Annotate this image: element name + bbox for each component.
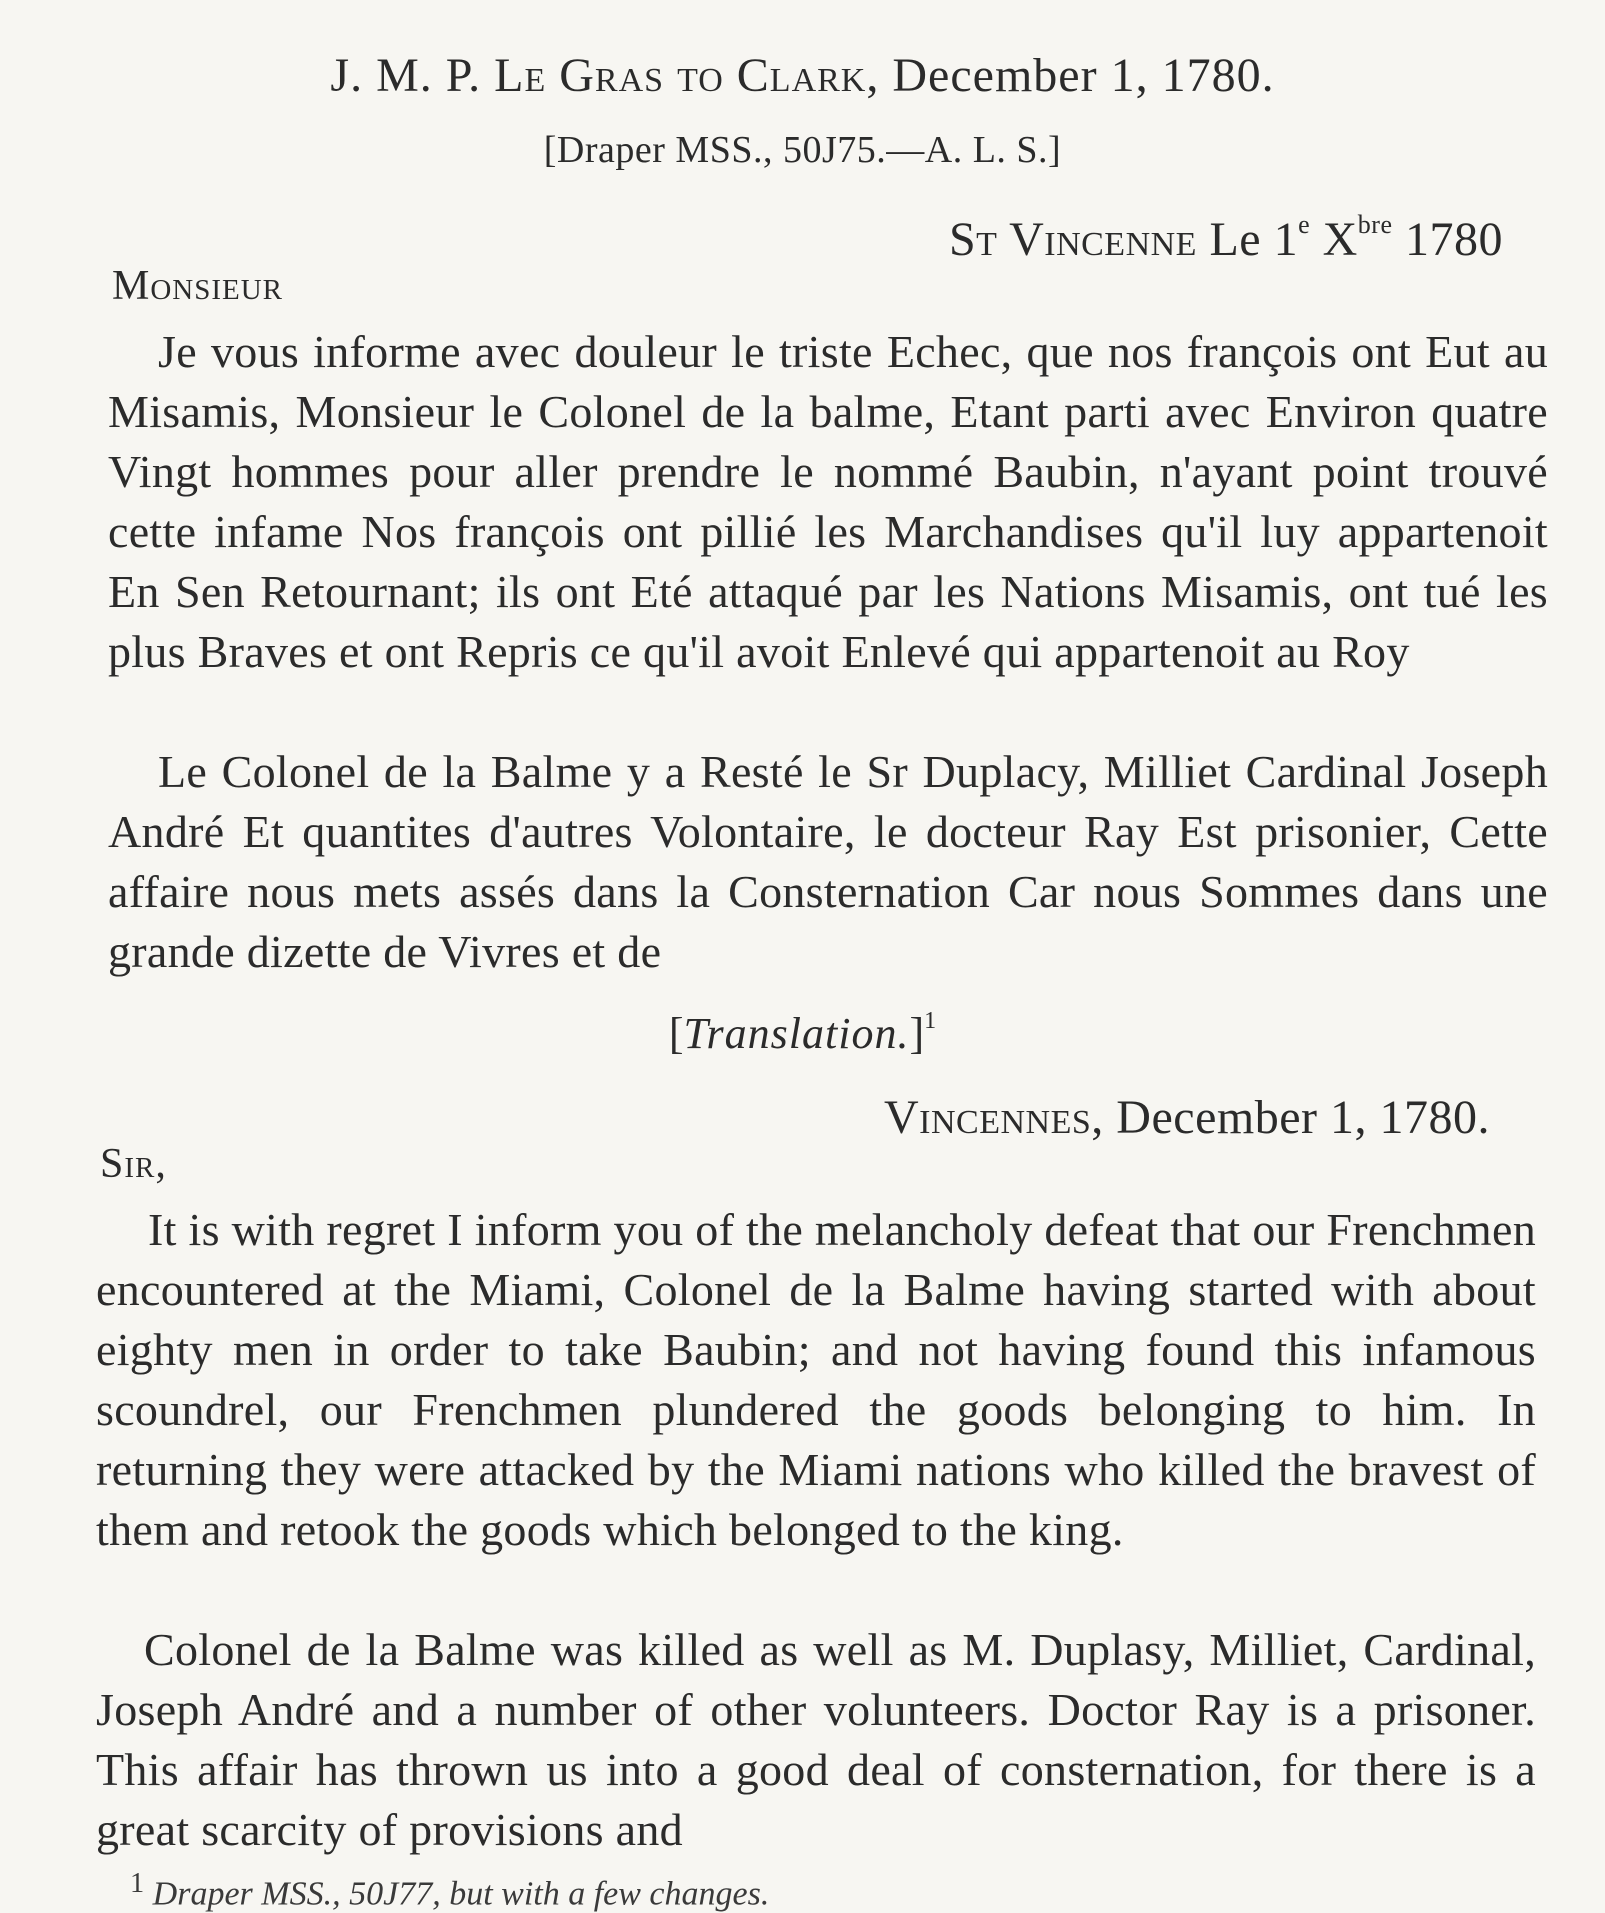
footnote-marker: 1 [130, 1868, 145, 1899]
translation-dateline-date: , December 1, 1780. [1091, 1091, 1490, 1144]
original-dateline-le-sup: e [1298, 210, 1311, 239]
translation-paragraph-1: It is with regret I inform you of the melancholy defeat that our Frenchmen encountered at the Miami, Colonel de la Balme having started with about eighty men in order to take Baubin; and not having found this infamous scoundrel, our Frenchmen plundered the goods belonging to him. In returning they were attacked by the Miami nations who killed the bravest of them and retook the goods which belonged to the king. [96, 1204, 1536, 1555]
source-citation: [Draper MSS., 50J75.—A. L. S.] [543, 129, 1062, 171]
original-paragraph-1: Je vous informe avec douleur le triste Echec, que nos françois ont Eut au Misamis, Monsieur le Colonel de la balme, Etant parti avec Environ quatre Vingt hommes pour aller prendre le nommé Baubin, n'ayant point trouvé cette infame Nos françois ont pillié les Marchandises qu'il luy appartenoit En Sen Retournant; ils ont Eté attaqué par les Nations Misamis, ont tué les plus Braves et ont Repris ce qu'il avoit Enlevé qui appartenoit au Roy [108, 326, 1548, 677]
original-dateline-le: Le 1 [1209, 213, 1299, 266]
letter-heading [0, 48, 1605, 103]
original-dateline [949, 212, 1503, 267]
original-dateline-place: St Vincenne [948, 213, 1197, 266]
original-salutation: Monsieur [112, 263, 284, 309]
heading-date: , December 1, 1780. [866, 49, 1275, 102]
footnote [130, 1868, 769, 1913]
heading-author: J. M. P. Le Gras [330, 49, 665, 102]
heading-to: to [677, 49, 724, 102]
translation-salutation: Sir, [100, 1141, 167, 1187]
original-dateline-month-sup: bre [1357, 210, 1393, 239]
translation-dateline-place: Vincennes [884, 1091, 1092, 1144]
original-dateline-year: 1780 [1405, 213, 1503, 266]
footnote-text: Draper MSS., 50J77, but with a few changes. [152, 1875, 770, 1913]
translation-paragraph-2: Colonel de la Balme was killed as well as M. Duplasy, Milliet, Cardinal, Joseph André and a number of other volunteers. Doctor Ray is a prisoner. This affair has thrown us into a good deal of consternation, for there is a great scarcity of provisions and [96, 1624, 1536, 1855]
original-dateline-month: X [1322, 213, 1358, 266]
original-paragraph-2: Le Colonel de la Balme y a Resté le Sr Duplacy, Milliet Cardinal Joseph André Et quantites d'autres Volontaire, le docteur Ray Est prisonier, Cette affaire nous mets assés dans la Consternation Car nous Sommes dans une grande dizette de Vivres et de [108, 746, 1548, 977]
translation-dateline [884, 1090, 1490, 1145]
translation-heading: [Translation.]$^1$ [668, 1008, 937, 1058]
heading-recipient: Clark [736, 49, 867, 102]
translation-label: Translation. [683, 1009, 910, 1058]
translation-note-ref: 1 [924, 1008, 937, 1034]
